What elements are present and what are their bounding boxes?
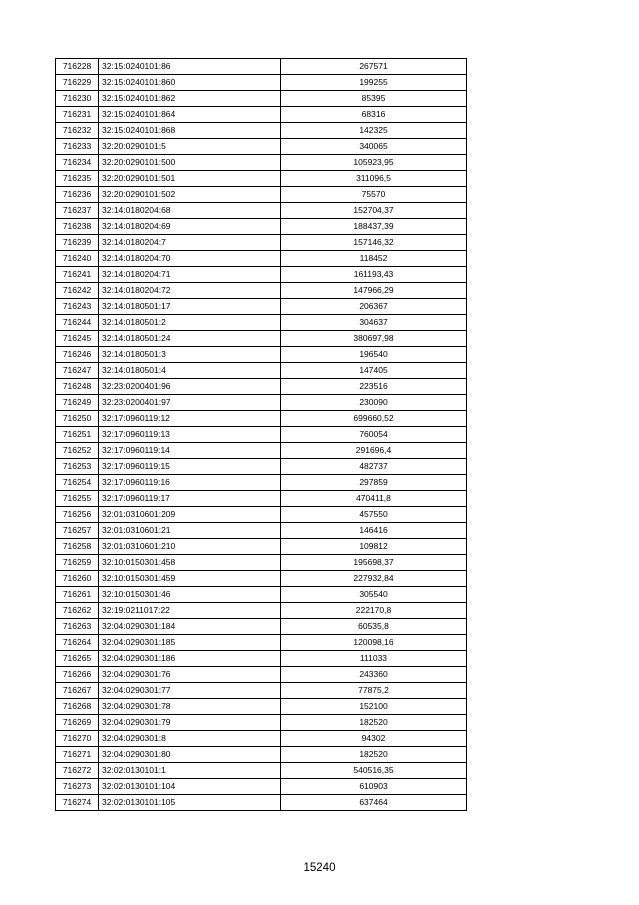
- cadastral-number-cell: 32:02:0130101:1: [99, 763, 281, 779]
- cadastral-number-cell: 32:23:0200401:97: [99, 395, 281, 411]
- value-cell: 152704,37: [281, 203, 467, 219]
- cadastral-number-cell: 32:23:0200401:96: [99, 379, 281, 395]
- cadastral-number-cell: 32:02:0130101:105: [99, 795, 281, 811]
- cadastral-number-cell: 32:20:0290101:500: [99, 155, 281, 171]
- table-row: [56, 331, 467, 347]
- table-row: [56, 299, 467, 315]
- value-cell: 142325: [281, 123, 467, 139]
- row-number-cell: 716246: [56, 347, 99, 363]
- value-cell: 152100: [281, 699, 467, 715]
- table-row: [56, 251, 467, 267]
- table-row: [56, 795, 467, 811]
- value-cell: 610903: [281, 779, 467, 795]
- value-cell: 161193,43: [281, 267, 467, 283]
- table-row: [56, 235, 467, 251]
- table-row: [56, 91, 467, 107]
- row-number-cell: 716260: [56, 571, 99, 587]
- value-cell: 199255: [281, 75, 467, 91]
- table-row: [56, 347, 467, 363]
- value-cell: 109812: [281, 539, 467, 555]
- value-cell: 85395: [281, 91, 467, 107]
- cadastral-number-cell: 32:04:0290301:80: [99, 747, 281, 763]
- value-cell: 68316: [281, 107, 467, 123]
- row-number-cell: 716272: [56, 763, 99, 779]
- row-number-cell: 716229: [56, 75, 99, 91]
- value-cell: 157146,32: [281, 235, 467, 251]
- value-cell: 77875,2: [281, 683, 467, 699]
- row-number-cell: 716266: [56, 667, 99, 683]
- cadastral-number-cell: 32:04:0290301:78: [99, 699, 281, 715]
- cadastral-number-cell: 32:14:0180204:70: [99, 251, 281, 267]
- cadastral-number-cell: 32:02:0130101:104: [99, 779, 281, 795]
- row-number-cell: 716228: [56, 59, 99, 75]
- row-number-cell: 716257: [56, 523, 99, 539]
- row-number-cell: 716241: [56, 267, 99, 283]
- cadastral-number-cell: 32:14:0180501:2: [99, 315, 281, 331]
- cadastral-number-cell: 32:01:0310601:210: [99, 539, 281, 555]
- table-row: [56, 395, 467, 411]
- value-cell: 60535,8: [281, 619, 467, 635]
- cadastral-number-cell: 32:14:0180204:7: [99, 235, 281, 251]
- row-number-cell: 716254: [56, 475, 99, 491]
- table-row: [56, 715, 467, 731]
- value-cell: 230090: [281, 395, 467, 411]
- cadastral-number-cell: 32:14:0180501:17: [99, 299, 281, 315]
- value-cell: 206367: [281, 299, 467, 315]
- row-number-cell: 716240: [56, 251, 99, 267]
- cadastral-number-cell: 32:04:0290301:77: [99, 683, 281, 699]
- table-row: [56, 123, 467, 139]
- cadastral-number-cell: 32:10:0150301:458: [99, 555, 281, 571]
- row-number-cell: 716262: [56, 603, 99, 619]
- value-cell: 304637: [281, 315, 467, 331]
- value-cell: 540516,35: [281, 763, 467, 779]
- table-row: [56, 219, 467, 235]
- cadastral-number-cell: 32:14:0180204:69: [99, 219, 281, 235]
- cadastral-number-cell: 32:04:0290301:185: [99, 635, 281, 651]
- cadastral-number-cell: 32:04:0290301:79: [99, 715, 281, 731]
- table-row: [56, 603, 467, 619]
- value-cell: 182520: [281, 747, 467, 763]
- cadastral-number-cell: 32:19:0211017:22: [99, 603, 281, 619]
- row-number-cell: 716263: [56, 619, 99, 635]
- value-cell: 182520: [281, 715, 467, 731]
- value-cell: 195698,37: [281, 555, 467, 571]
- row-number-cell: 716271: [56, 747, 99, 763]
- row-number-cell: 716247: [56, 363, 99, 379]
- value-cell: 291696,4: [281, 443, 467, 459]
- value-cell: 147966,29: [281, 283, 467, 299]
- value-cell: 118452: [281, 251, 467, 267]
- table-row: [56, 763, 467, 779]
- table-row: [56, 379, 467, 395]
- row-number-cell: 716248: [56, 379, 99, 395]
- cadastral-number-cell: 32:20:0290101:501: [99, 171, 281, 187]
- table-row: [56, 555, 467, 571]
- row-number-cell: 716270: [56, 731, 99, 747]
- value-cell: 760054: [281, 427, 467, 443]
- value-cell: 457550: [281, 507, 467, 523]
- data-table-body: [56, 59, 467, 811]
- table-row: [56, 507, 467, 523]
- cadastral-number-cell: 32:14:0180501:4: [99, 363, 281, 379]
- table-row: [56, 475, 467, 491]
- row-number-cell: 716274: [56, 795, 99, 811]
- cadastral-number-cell: 32:15:0240101:868: [99, 123, 281, 139]
- cadastral-number-cell: 32:15:0240101:860: [99, 75, 281, 91]
- row-number-cell: 716264: [56, 635, 99, 651]
- table-row: [56, 283, 467, 299]
- cadastral-number-cell: 32:20:0290101:5: [99, 139, 281, 155]
- page-number: 15240: [303, 862, 336, 874]
- table-row: [56, 187, 467, 203]
- cadastral-number-cell: 32:17:0960119:13: [99, 427, 281, 443]
- value-cell: 147405: [281, 363, 467, 379]
- row-number-cell: 716267: [56, 683, 99, 699]
- table-row: [56, 667, 467, 683]
- cadastral-number-cell: 32:14:0180204:68: [99, 203, 281, 219]
- value-cell: 267571: [281, 59, 467, 75]
- row-number-cell: 716237: [56, 203, 99, 219]
- row-number-cell: 716251: [56, 427, 99, 443]
- cadastral-number-cell: 32:14:0180501:24: [99, 331, 281, 347]
- row-number-cell: 716255: [56, 491, 99, 507]
- cadastral-number-cell: 32:14:0180204:71: [99, 267, 281, 283]
- row-number-cell: 716244: [56, 315, 99, 331]
- value-cell: 222170,8: [281, 603, 467, 619]
- cadastral-number-cell: 32:10:0150301:459: [99, 571, 281, 587]
- table-row: [56, 443, 467, 459]
- row-number-cell: 716252: [56, 443, 99, 459]
- value-cell: 380697,98: [281, 331, 467, 347]
- row-number-cell: 716231: [56, 107, 99, 123]
- row-number-cell: 716232: [56, 123, 99, 139]
- table-row: [56, 427, 467, 443]
- table-row: [56, 683, 467, 699]
- cadastral-number-cell: 32:04:0290301:186: [99, 651, 281, 667]
- table-row: [56, 491, 467, 507]
- value-cell: 637464: [281, 795, 467, 811]
- table-row: [56, 59, 467, 75]
- row-number-cell: 716273: [56, 779, 99, 795]
- value-cell: 227932,84: [281, 571, 467, 587]
- row-number-cell: 716258: [56, 539, 99, 555]
- cadastral-number-cell: 32:01:0310601:21: [99, 523, 281, 539]
- value-cell: 297859: [281, 475, 467, 491]
- value-cell: 470411,8: [281, 491, 467, 507]
- table-row: [56, 267, 467, 283]
- cadastral-number-cell: 32:17:0960119:14: [99, 443, 281, 459]
- row-number-cell: 716239: [56, 235, 99, 251]
- row-number-cell: 716234: [56, 155, 99, 171]
- table-row: [56, 107, 467, 123]
- value-cell: 223516: [281, 379, 467, 395]
- cadastral-number-cell: 32:17:0960119:16: [99, 475, 281, 491]
- value-cell: 146416: [281, 523, 467, 539]
- cadastral-number-cell: 32:20:0290101:502: [99, 187, 281, 203]
- value-cell: 340065: [281, 139, 467, 155]
- value-cell: 699660,52: [281, 411, 467, 427]
- table-row: [56, 155, 467, 171]
- row-number-cell: 716261: [56, 587, 99, 603]
- cadastral-number-cell: 32:04:0290301:8: [99, 731, 281, 747]
- row-number-cell: 716250: [56, 411, 99, 427]
- table-row: [56, 635, 467, 651]
- row-number-cell: 716253: [56, 459, 99, 475]
- row-number-cell: 716249: [56, 395, 99, 411]
- row-number-cell: 716233: [56, 139, 99, 155]
- row-number-cell: 716235: [56, 171, 99, 187]
- value-cell: 120098,16: [281, 635, 467, 651]
- table-row: [56, 699, 467, 715]
- value-cell: 482737: [281, 459, 467, 475]
- table-row: [56, 747, 467, 763]
- row-number-cell: 716236: [56, 187, 99, 203]
- cadastral-number-cell: 32:15:0240101:862: [99, 91, 281, 107]
- row-number-cell: 716256: [56, 507, 99, 523]
- row-number-cell: 716230: [56, 91, 99, 107]
- cadastral-number-cell: 32:17:0960119:17: [99, 491, 281, 507]
- table-row: [56, 651, 467, 667]
- row-number-cell: 716268: [56, 699, 99, 715]
- table-row: [56, 571, 467, 587]
- value-cell: 94302: [281, 731, 467, 747]
- value-cell: 75570: [281, 187, 467, 203]
- table-row: [56, 523, 467, 539]
- table-row: [56, 731, 467, 747]
- table-row: [56, 203, 467, 219]
- table-row: [56, 459, 467, 475]
- table-row: [56, 587, 467, 603]
- table-row: [56, 75, 467, 91]
- row-number-cell: 716238: [56, 219, 99, 235]
- value-cell: 111033: [281, 651, 467, 667]
- row-number-cell: 716269: [56, 715, 99, 731]
- row-number-cell: 716242: [56, 283, 99, 299]
- cadastral-number-cell: 32:15:0240101:864: [99, 107, 281, 123]
- cadastral-number-cell: 32:17:0960119:12: [99, 411, 281, 427]
- row-number-cell: 716245: [56, 331, 99, 347]
- row-number-cell: 716243: [56, 299, 99, 315]
- cadastral-number-cell: 32:14:0180501:3: [99, 347, 281, 363]
- table-row: [56, 779, 467, 795]
- value-cell: 188437,39: [281, 219, 467, 235]
- row-number-cell: 716259: [56, 555, 99, 571]
- table-row: [56, 539, 467, 555]
- table-row: [56, 315, 467, 331]
- cadastral-number-cell: 32:15:0240101:86: [99, 59, 281, 75]
- value-cell: 311096,5: [281, 171, 467, 187]
- cadastral-number-cell: 32:04:0290301:184: [99, 619, 281, 635]
- table-row: [56, 171, 467, 187]
- value-cell: 196540: [281, 347, 467, 363]
- data-table: [55, 58, 467, 811]
- table-row: [56, 363, 467, 379]
- row-number-cell: 716265: [56, 651, 99, 667]
- value-cell: 243360: [281, 667, 467, 683]
- cadastral-number-cell: 32:04:0290301:76: [99, 667, 281, 683]
- cadastral-number-cell: 32:14:0180204:72: [99, 283, 281, 299]
- cadastral-number-cell: 32:17:0960119:15: [99, 459, 281, 475]
- value-cell: 305540: [281, 587, 467, 603]
- value-cell: 105923,95: [281, 155, 467, 171]
- table-row: [56, 411, 467, 427]
- table-row: [56, 139, 467, 155]
- cadastral-number-cell: 32:01:0310601:209: [99, 507, 281, 523]
- cadastral-number-cell: 32:10:0150301:46: [99, 587, 281, 603]
- table-row: [56, 619, 467, 635]
